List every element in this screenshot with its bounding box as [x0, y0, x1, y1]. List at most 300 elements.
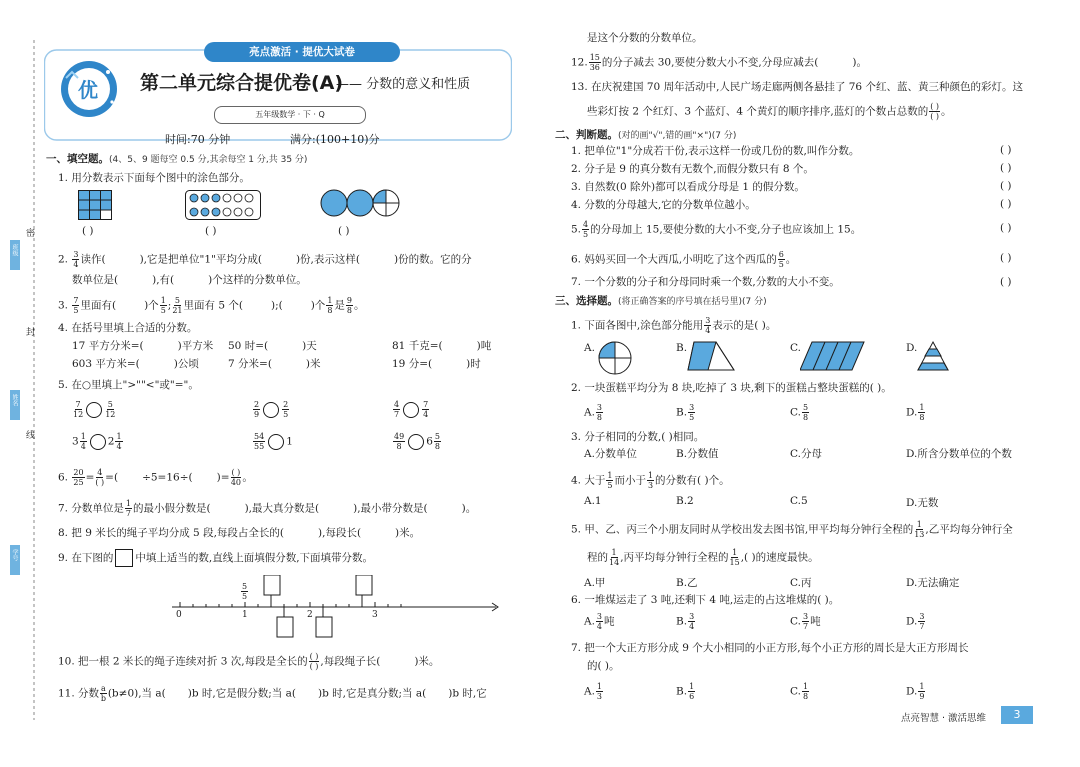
q3-end: 。 [354, 299, 365, 312]
q2-line2 [72, 273, 307, 287]
mixed-whole: 3 [72, 435, 79, 448]
frac [282, 400, 289, 419]
q13-text-b: 些彩灯按 2 个红灯、3 个蓝灯、4 个黄灯的顺序排序,蓝灯的个数占总数的 [587, 105, 929, 118]
q3-frac-1 [72, 296, 79, 315]
q4-text: 4. 在括号里填上合适的分数。 [58, 322, 198, 334]
logo-text: 优 [78, 78, 98, 102]
frac-num-blank[interactable]: ( ) [930, 102, 940, 111]
frac-num: 3 [689, 403, 695, 412]
mc5-option-a[interactable]: A.甲 [584, 577, 606, 589]
frac-num: 7 [73, 296, 79, 305]
paper-header [44, 42, 512, 146]
frac-num: 54 [254, 432, 265, 441]
frac [589, 53, 601, 72]
compare-circle[interactable] [263, 402, 279, 418]
mc7-option-c[interactable] [790, 682, 810, 701]
mc1-text-a: 1. 下面各图中,涂色部分能用 [571, 319, 704, 332]
frac-den: 3 [596, 692, 603, 701]
mc1-option-b[interactable]: B. [676, 342, 688, 354]
frac-num: 1 [160, 296, 166, 305]
section1-title [46, 151, 307, 166]
margin-label-class: 班级 [11, 244, 18, 256]
frac-den: 7 [803, 622, 809, 631]
mc6-option-a[interactable] [584, 612, 615, 631]
frac [688, 612, 695, 631]
equals: = [85, 471, 95, 484]
frac-num: 2 [254, 400, 260, 409]
q2-text-e: )份的数。它的分 [393, 253, 472, 266]
frac-den: 40 [230, 478, 241, 487]
frac [100, 684, 107, 703]
compare-number: 1 [286, 435, 293, 448]
frac-den: 4 [705, 326, 711, 335]
section1-hint: (4、5、9 题每空 0.5 分,其余每空 1 分,共 35 分) [109, 155, 308, 165]
mc1-pyramid-figure-icon [916, 340, 950, 372]
frac-num: 4 [394, 400, 400, 409]
q7-text-b: 的最小假分数是( [132, 502, 211, 515]
mc1-option-a[interactable]: A. [584, 342, 595, 354]
tf-item-6 [571, 250, 796, 269]
tf6-text: 6. 妈妈买回一个大西瓜,小明吃了这个西瓜的 [571, 253, 777, 266]
mc6-option-b[interactable] [676, 612, 696, 631]
frac-den: 5 [73, 306, 79, 315]
option-letter: D. [906, 615, 918, 628]
frac-den: 5 [607, 481, 613, 490]
mc7-option-b[interactable] [676, 682, 696, 701]
exam-time: 时间:70 分钟 [165, 133, 231, 146]
frac [73, 400, 83, 419]
binding-margin [0, 0, 40, 763]
q2-fraction [72, 250, 79, 269]
banner: 亮点激活 · 提优大试卷 [204, 42, 400, 62]
mc1-option-d[interactable]: D. [906, 342, 918, 354]
mc5-option-c[interactable]: C.丙 [790, 577, 812, 589]
numline-label-3: 3 [372, 610, 378, 620]
q4-item-unit: )米 [305, 358, 321, 370]
frac-den: 14 [609, 558, 620, 567]
q5-compare-6 [392, 432, 442, 451]
frac [802, 682, 809, 701]
tf5-number: 5. [571, 223, 582, 236]
numline-frac [240, 581, 249, 601]
mc3-option-d[interactable]: D.所含分数单位的个数 [906, 448, 1012, 460]
q3-text-b: 里面有( [80, 299, 117, 312]
q11-continued: 是这个分数的分数单位。 [587, 32, 703, 44]
frac-num: 1 [116, 432, 122, 441]
frac-num: 4 [583, 220, 589, 229]
mc3-option-b[interactable]: B.分数值 [676, 448, 719, 460]
q1-text: 1. 用分数表示下面每个图中的涂色部分。 [58, 172, 250, 184]
frac [582, 220, 589, 239]
frac-den: 5 [689, 413, 695, 422]
option-letter: B. [676, 615, 688, 628]
q3-text-e: );( [270, 299, 283, 312]
tf-item-4: 4. 分数的分母越大,它的分数单位越小。 [571, 199, 756, 211]
paren-open: =( [105, 471, 119, 484]
mc5-option-d[interactable]: D.无法确定 [906, 577, 960, 589]
frac-num: 5 [242, 582, 248, 591]
frac-den: 55 [254, 442, 265, 451]
mc4-option-c[interactable]: C.5 [790, 495, 808, 507]
section2-title [555, 127, 736, 142]
tf-item-1: 1. 把单位"1"分成若干份,表示这样一份或几份的数,叫作分数。 [571, 145, 860, 157]
mc7-option-a[interactable] [584, 682, 604, 701]
frac-num: 5 [434, 432, 440, 441]
numline-label-0: 0 [176, 610, 182, 620]
frac-den-blank[interactable]: ( ) [930, 112, 940, 121]
frac-num: 1 [607, 471, 613, 480]
logo [58, 58, 120, 120]
q12-number: 12. [571, 56, 588, 69]
q5-compare-2 [252, 400, 290, 419]
margin-label-name: 姓名 [11, 394, 18, 406]
number-line [170, 575, 500, 643]
section3-heading: 三、选择题。 [555, 295, 618, 307]
tf-item-5 [571, 220, 861, 239]
q5-compare-3 [392, 400, 430, 419]
q5-compare-1 [72, 400, 116, 419]
tf-answer-6[interactable]: ( ) [1000, 252, 1012, 264]
q11-text-a: 11. 分数 [58, 687, 100, 700]
tf5-text: 的分母加上 15,要使分数的大小不变,分子也应该加上 15。 [590, 223, 862, 236]
frac-den: 5 [160, 306, 166, 315]
numline-label-2: 2 [307, 610, 313, 620]
frac-den: 5 [283, 410, 289, 419]
mc3-option-c[interactable]: C.分母 [790, 448, 822, 460]
frac-num: 1 [125, 499, 131, 508]
q4-item-label: 81 千克=( [392, 340, 443, 352]
frac-num: 3 [73, 250, 79, 259]
frac-num: 1 [732, 548, 738, 557]
frac-den: 3 [647, 481, 654, 490]
frac-den: 9 [919, 692, 925, 701]
option-letter: B. [676, 406, 688, 419]
tf-answer-3[interactable]: ( ) [1000, 180, 1012, 192]
mc3-option-a[interactable]: A.分数单位 [584, 448, 637, 460]
binding-line [0, 0, 40, 763]
q11-line [58, 684, 487, 703]
tf6-end: 。 [785, 253, 797, 266]
frac-den: 4 [596, 622, 603, 631]
frac [914, 520, 924, 539]
q4-item-unit: )公顷 [173, 358, 199, 370]
frac-num: 2 [283, 400, 289, 409]
mc2-option-d[interactable] [906, 403, 926, 422]
mc1-option-c[interactable]: C. [790, 342, 801, 354]
mc6-option-d[interactable] [906, 612, 926, 631]
q5-compare-5 [252, 432, 293, 451]
frac-den: 13 [914, 530, 925, 539]
q7-text-a: 7. 分数单位是 [58, 502, 124, 515]
frac-den: 4 [116, 442, 122, 451]
frac-num: 7 [423, 400, 429, 409]
frac [125, 499, 132, 518]
paren-close: )= [216, 471, 230, 484]
q4-item-4 [72, 357, 199, 371]
q11-text-e: )b 时,它 [448, 687, 487, 700]
frac [434, 432, 441, 451]
frac [95, 468, 104, 487]
frac-num: 1 [916, 520, 922, 529]
q11-text-c: )b 时,它是假分数;当 a( [187, 687, 296, 700]
q3-text-g: 是 [334, 299, 345, 312]
q3-frac-2 [160, 296, 167, 315]
frac-den: 21 [172, 306, 183, 315]
mixed-whole: 6 [426, 435, 433, 448]
q5-text: 5. 在○里填上">""<"或"="。 [58, 379, 199, 391]
mc2-option-c[interactable] [790, 403, 810, 422]
mc6-option-c[interactable] [790, 612, 821, 631]
frac [72, 468, 84, 487]
frac [918, 403, 925, 422]
frac [115, 432, 122, 451]
frac [596, 682, 603, 701]
q3-frac-3 [172, 296, 182, 315]
q4-item-5 [228, 357, 321, 371]
mc4-line [571, 471, 730, 490]
frac-den: 4 [689, 622, 695, 631]
option-letter: A. [584, 685, 595, 698]
frac-num: 1 [80, 432, 86, 441]
q3-text-d: 里面有 5 个( [183, 299, 243, 312]
frac-num: 1 [596, 682, 603, 691]
frac [105, 400, 115, 419]
frac-num-blank[interactable]: ( ) [309, 652, 319, 661]
section3-hint: (将正确答案的序号填在括号里)(7 分) [618, 297, 767, 307]
frac-num: 7 [75, 400, 81, 409]
q12-text-c: )。 [852, 56, 867, 69]
mc1-circle-figure-icon [597, 340, 633, 376]
option-unit: 吨 [604, 615, 615, 628]
frac [918, 612, 925, 631]
q7-text-d: ),最小带分数是( [353, 502, 428, 515]
frac-num: 5 [174, 296, 180, 305]
frac [688, 403, 695, 422]
compare-circle[interactable] [268, 434, 284, 450]
frac [918, 682, 925, 701]
q3-number: 3. [58, 299, 69, 312]
tf-answer-1[interactable]: ( ) [1000, 144, 1012, 156]
q9-line [58, 549, 373, 567]
frac-num: 20 [73, 468, 84, 477]
q12-line [571, 53, 867, 72]
frac [231, 468, 242, 487]
q1-answer-2[interactable]: ( ) [205, 225, 217, 237]
dots-figure-icon [185, 190, 261, 220]
tf-item-2: 2. 分子是 9 的真分数有无数个,而假分数只有 8 个。 [571, 163, 814, 175]
frac-den: 8 [327, 306, 333, 315]
q9-box-icon [115, 549, 133, 567]
q12-text-b: 的分子减去 30,要使分数大小不变,分母应减去( [601, 56, 819, 69]
frac-den: 7 [919, 622, 925, 631]
q4-item-unit: )时 [466, 358, 481, 370]
frac-den: 15 [729, 558, 740, 567]
frac-num: 4 [97, 468, 103, 477]
q2-text-d: )份,表示这样( [295, 253, 360, 266]
frac-num: 9 [346, 296, 352, 305]
circles-figure-icon [320, 188, 402, 218]
frac-num: 1 [919, 403, 925, 412]
mc4-text-a: 4. 大于 [571, 474, 606, 487]
frac-num: 3 [919, 612, 925, 621]
q6-text-b: ÷5=16÷( [142, 471, 193, 484]
q10-text: 10. 把一根 2 米长的绳子连续对折 3 次,每段是全长的 [58, 655, 308, 668]
option-letter: C. [790, 685, 801, 698]
frac-den: 7 [125, 509, 131, 518]
mc1-line [571, 316, 776, 335]
frac [802, 403, 809, 422]
mc3-text: 3. 分子相同的分数,( )相同。 [571, 431, 705, 443]
q9-text: 9. 在下图的 [58, 552, 114, 564]
frac-den: 4 [73, 260, 79, 269]
frac-num: 1 [919, 682, 925, 691]
frac-num: 6 [778, 250, 784, 259]
q6-end: 。 [242, 471, 253, 484]
mc7-line1: 7. 把一个大正方形分成 9 个大小相同的小正方形,每个小正方形的周长是大正方形周长 [571, 642, 969, 654]
frac-den: b [100, 694, 106, 703]
frac-den: 12 [73, 410, 84, 419]
paper-subtitle: —— 分数的意义和性质 [336, 77, 471, 92]
frac [253, 432, 265, 451]
q8-text: 8. 把 9 米长的绳子平均分成 5 段,每段占全长的( [58, 527, 285, 539]
mc2-option-b[interactable] [676, 403, 696, 422]
frac-num: 3 [803, 612, 809, 621]
frac-den: 8 [803, 413, 809, 422]
q13-end: 。 [941, 105, 952, 118]
margin-feng: 封 [26, 328, 36, 338]
mc6-text: 6. 一堆煤运走了 3 吨,还剩下 4 吨,运走的占这堆煤的( )。 [571, 594, 840, 606]
frac [393, 432, 405, 451]
tf-answer-2[interactable]: ( ) [1000, 162, 1012, 174]
q8-line [58, 526, 420, 540]
frac [253, 400, 260, 419]
frac-num: a [101, 684, 106, 693]
frac-den: 4 [423, 410, 429, 419]
compare-circle[interactable] [86, 402, 102, 418]
frac-num: 1 [803, 682, 809, 691]
frac [609, 548, 619, 567]
mc2-text: 2. 一块蛋糕平均分为 8 块,吃掉了 3 块,剩下的蛋糕占整块蛋糕的( )。 [571, 382, 892, 394]
frac-den: 25 [73, 478, 84, 487]
compare-circle[interactable] [403, 402, 419, 418]
section2-hint: (对的画"√",错的画"×")(7 分) [618, 131, 737, 141]
option-letter: B. [676, 685, 688, 698]
margin-mi: 密 [26, 229, 36, 239]
frac-den-blank[interactable]: ( ) [309, 662, 319, 671]
q10-text-c: )米。 [414, 655, 440, 668]
section1-heading: 一、填空题。 [46, 153, 109, 165]
q6-line [58, 468, 253, 487]
tf-answer-7[interactable]: ( ) [1000, 276, 1012, 288]
numline-label-1: 1 [242, 610, 248, 620]
q11-text-b: (b≠0),当 a( [107, 687, 166, 700]
option-letter: A. [584, 406, 595, 419]
q4-item-label: 50 时=( [228, 340, 269, 352]
frac-den: 8 [346, 306, 352, 315]
q13-line1: 13. 在庆祝建国 70 周年活动中,人民广场走廊两侧各悬挂了 76 个红、蓝、黄三种颜色的彩灯。这 [571, 81, 1023, 93]
frac-den: 7 [394, 410, 400, 419]
mc5-line2 [587, 548, 819, 567]
q4-item-label: 17 平方分米=( [72, 340, 144, 352]
q10-text-b: ,每段绳子长( [320, 655, 381, 668]
q4-item-label: 19 分=( [392, 358, 433, 370]
frac-den: 36 [589, 63, 600, 72]
frac [393, 400, 400, 419]
q4-item-unit: )天 [302, 340, 317, 352]
frac-den: 5 [583, 230, 589, 239]
mc5-text-e: ,( )的速度最快。 [740, 551, 819, 564]
mc4-option-b[interactable]: B.2 [676, 495, 694, 507]
q2-text-g: ),有( [152, 274, 175, 286]
frac-num: 3 [596, 612, 603, 621]
mc4-text-c: 的分数有( )个。 [655, 474, 730, 487]
mc4-text-b: 而小于 [614, 474, 646, 487]
mc4-option-d[interactable]: D.无数 [906, 497, 939, 509]
frac-num: 15 [589, 53, 600, 62]
frac-den: 8 [396, 442, 402, 451]
q6-number: 6. [58, 471, 69, 484]
mc7-line2: 的( )。 [587, 660, 620, 672]
frac-num-blank[interactable]: ( ) [231, 468, 241, 477]
option-letter: C. [790, 615, 801, 628]
q2-line1 [58, 250, 472, 269]
frac [596, 612, 603, 631]
margin-label-id: 学号 [11, 549, 18, 561]
frac-num: 1 [327, 296, 333, 305]
mc5-option-b[interactable]: B.乙 [676, 577, 698, 589]
frac-den: 5 [778, 260, 784, 269]
mc4-option-a[interactable]: A.1 [584, 495, 602, 507]
q10-line [58, 652, 439, 671]
option-letter: D. [906, 685, 918, 698]
q7-text-c: ),最大真分数是( [244, 502, 320, 515]
section2-heading: 二、判断题。 [555, 129, 618, 141]
frac-den-blank[interactable]: ( ) [95, 478, 105, 487]
frac-num: 1 [611, 548, 617, 557]
frac-num: 3 [705, 316, 711, 325]
frac-blank[interactable] [309, 652, 320, 671]
grade-tag: 五年级数学 · 下 · Q [214, 106, 366, 124]
mc5-line1 [571, 520, 1013, 539]
exam-score: 满分:(100+10)分 [290, 133, 380, 146]
compare-circle[interactable] [408, 434, 424, 450]
q4-item-label: 7 分米=( [228, 358, 272, 370]
paper-title: 第二单元综合提优卷(A) [140, 72, 344, 94]
q1-answer-3[interactable]: ( ) [338, 225, 350, 237]
q3-frac-5 [346, 296, 353, 315]
frac-blank[interactable] [929, 102, 940, 121]
frac [647, 471, 654, 490]
tf-item-7: 7. 一个分数的分子和分母同时乘一个数,分数的大小不变。 [571, 276, 840, 288]
q13-line2 [587, 102, 952, 121]
frac-den: 8 [803, 692, 809, 701]
mc7-option-d[interactable] [906, 682, 926, 701]
mc2-option-a[interactable] [584, 403, 604, 422]
q3-line: 3. $\frac{7}{5}$ 里面有( )个 $\frac{1}{5}$ ; $\frac{5}{21}$ 里面有 5 个( );( )个 $\frac{1}{8}$ 是 $\frac{9}{8}$ 。 [58, 296, 365, 315]
q1-answer-1[interactable]: ( ) [82, 225, 94, 237]
mixed-whole: 2 [107, 435, 115, 448]
frac-num: 49 [394, 432, 405, 441]
frac-den: 5 [242, 592, 248, 601]
frac [80, 432, 87, 451]
q8-text-b: ),每段长( [318, 527, 362, 539]
tf-answer-4[interactable]: ( ) [1000, 198, 1012, 210]
mc1-text-b: 表示的是( )。 [712, 319, 777, 332]
frac-den: 8 [434, 442, 440, 451]
tf-answer-5[interactable]: ( ) [1000, 222, 1012, 234]
frac [606, 471, 613, 490]
compare-circle[interactable] [90, 434, 106, 450]
